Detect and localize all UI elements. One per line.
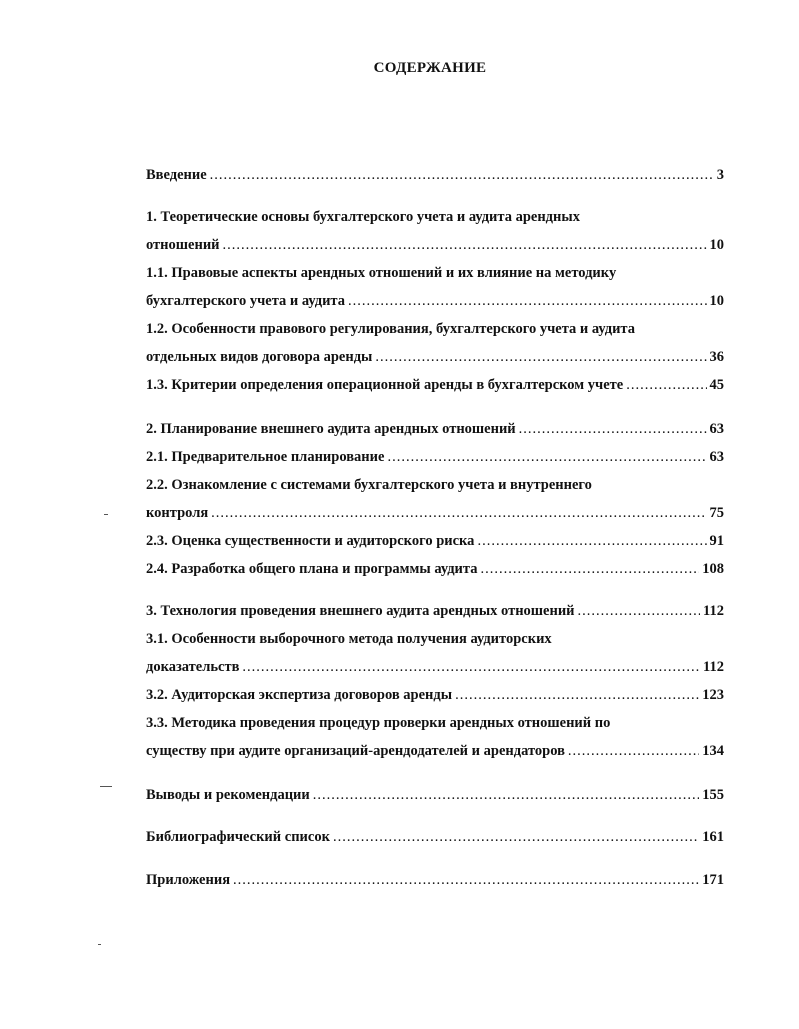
dot-leader: [519, 420, 707, 438]
toc-entry-title: Введение: [146, 167, 207, 183]
toc-entry-title: Выводы и рекомендации: [146, 787, 310, 803]
toc-entry-chapter-1-cont: [146, 236, 724, 254]
toc-page-number: 10: [709, 293, 724, 309]
toc-page-number: 134: [702, 743, 724, 759]
toc-page-number: 108: [702, 561, 724, 577]
dot-leader: [211, 504, 706, 522]
dot-leader: [477, 532, 706, 550]
toc-entry-title: отношений: [146, 237, 220, 253]
scan-speck: [100, 786, 112, 787]
toc-page-number: 75: [709, 505, 724, 521]
scan-speck: [104, 514, 108, 515]
dot-leader: [387, 448, 706, 466]
dot-leader: [242, 658, 700, 676]
dot-leader: [568, 742, 699, 760]
toc-entry-title: 1.3. Критерии определения операционной аренды в бухгалтерском учете: [146, 377, 624, 393]
dot-leader: [626, 376, 706, 394]
toc-entry-conclusions: [146, 786, 724, 804]
dot-leader: [348, 292, 707, 310]
dot-leader: [210, 166, 714, 184]
toc-entry-2-4: [146, 560, 724, 578]
dot-leader: [375, 348, 706, 366]
toc-entry-1-2: 1.2. Особенности правового регулирования, бухгалтерского учета и аудита: [146, 321, 635, 337]
toc-entry-1-3: [146, 376, 724, 394]
toc-entry-title: 3. Технология проведения внешнего аудита арендных отношений: [146, 603, 575, 619]
dot-leader: [480, 560, 699, 578]
dot-leader: [578, 602, 701, 620]
toc-page-number: 3: [716, 167, 724, 183]
toc-entry-title: Приложения: [146, 872, 231, 888]
toc-entry-intro: [146, 166, 724, 184]
toc-page-number: 161: [702, 829, 724, 845]
toc-entry-title: отдельных видов договора аренды: [146, 349, 373, 365]
toc-page-number: 155: [702, 787, 724, 803]
toc-entry-1-1-cont: [146, 292, 724, 310]
toc-page-number: 112: [703, 659, 724, 675]
toc-entry-title: 2.4. Разработка общего плана и программы аудита: [146, 561, 478, 577]
toc-entry-2-1: [146, 448, 724, 466]
toc-page-number: 36: [709, 349, 724, 365]
toc-entry-3-1-cont: [146, 658, 724, 676]
toc-page-number: 63: [709, 421, 724, 437]
toc-entry-2-3: [146, 532, 724, 550]
toc-entry-title: существу при аудите организаций-арендодателей и арендаторов: [146, 743, 565, 759]
toc-entry-bibliography: [146, 828, 724, 846]
toc-entry-3-2: [146, 686, 724, 704]
dot-leader: [313, 786, 699, 804]
toc-entry-title: доказательств: [146, 659, 240, 675]
toc-entry-2-2-cont: [146, 504, 724, 522]
toc-entry-3-1: 3.1. Особенности выборочного метода получения аудиторских: [146, 631, 552, 647]
toc-entry-3-3-cont: [146, 742, 724, 760]
dot-leader: [333, 828, 699, 846]
toc-entry-title: бухгалтерского учета и аудита: [146, 293, 345, 309]
toc-entry-3-3: 3.3. Методика проведения процедур проверки арендных отношений по: [146, 715, 611, 731]
toc-entry-chapter-1: 1. Теоретические основы бухгалтерского учета и аудита арендных: [146, 209, 580, 225]
scan-speck: [98, 944, 101, 945]
toc-entry-chapter-2: [146, 420, 724, 438]
toc-page-number: 10: [709, 237, 724, 253]
toc-entry-title: Библиографический список: [146, 829, 330, 845]
toc-entry-title: 2. Планирование внешнего аудита арендных отношений: [146, 421, 516, 437]
toc-page-number: 63: [709, 449, 724, 465]
page-title: СОДЕРЖАНИЕ: [373, 60, 487, 76]
dot-leader: [223, 236, 707, 254]
toc-entry-1-2-cont: [146, 348, 724, 366]
dot-leader: [455, 686, 699, 704]
toc-entry-title: 3.2. Аудиторская экспертиза договоров аренды: [146, 687, 453, 703]
toc-entry-1-1: 1.1. Правовые аспекты арендных отношений и их влияние на методику: [146, 265, 617, 281]
dot-leader: [233, 871, 699, 889]
toc-page-number: 123: [702, 687, 724, 703]
toc-page-number: 112: [703, 603, 724, 619]
toc-page-number: 171: [702, 872, 724, 888]
toc-page-number: 91: [709, 533, 724, 549]
toc-entry-title: контроля: [146, 505, 209, 521]
toc-page-number: 45: [709, 377, 724, 393]
toc-entry-chapter-3: [146, 602, 724, 620]
toc-entry-appendices: [146, 871, 724, 889]
toc-entry-2-2: 2.2. Ознакомление с системами бухгалтерского учета и внутреннего: [146, 477, 592, 493]
toc-entry-title: 2.1. Предварительное планирование: [146, 449, 385, 465]
toc-entry-title: 2.3. Оценка существенности и аудиторского риска: [146, 533, 475, 549]
